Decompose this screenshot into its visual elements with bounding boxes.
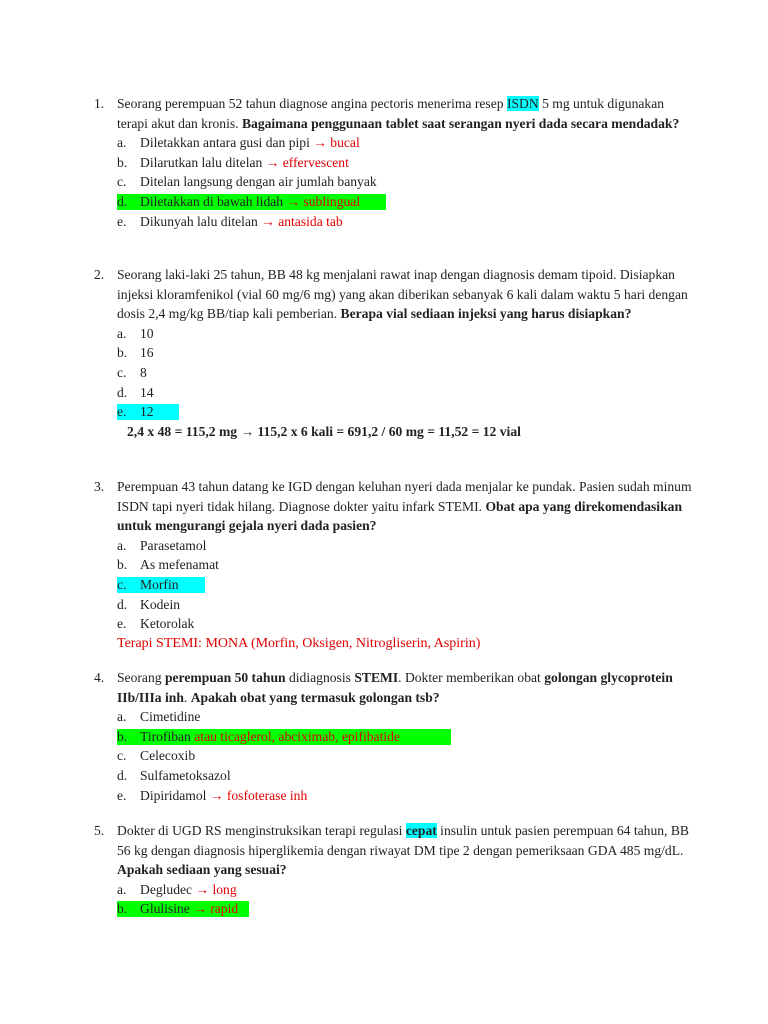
option-letter: d. [117, 767, 128, 783]
option-body [140, 786, 307, 806]
option-body [140, 153, 349, 173]
option-note: effervescent [282, 154, 349, 170]
calculation-part: 115,2 x 6 kali = 691,2 / 60 mg = 11,52 = 12 vial [254, 423, 521, 439]
option-d [117, 595, 694, 615]
options-list [117, 536, 694, 634]
option-text: Parasetamol [140, 537, 207, 553]
option-b [117, 153, 694, 173]
option-c [117, 746, 694, 766]
question-text [117, 668, 694, 707]
question-text-part: insulin untuk pasien perempuan 64 tahun, BB 56 kg dengan diagnosis hiperglikemia dengan riwayat DM tipe 2 dengan pemeriksaan GDA 485 mg/dL. [117, 823, 689, 858]
question-5 [94, 821, 694, 919]
option-body [140, 192, 360, 212]
option-letter: d. [117, 193, 128, 209]
option-letter: a. [117, 135, 127, 151]
option-letter: c. [117, 174, 127, 190]
question-text-part: Seorang [117, 670, 165, 685]
arrow-right-icon: → [313, 135, 327, 151]
option-note: bucal [330, 135, 360, 151]
option-letter: a. [117, 537, 127, 553]
option-text: Diletakkan di bawah lidah [140, 193, 287, 209]
question-text-part: Seorang perempuan 52 tahun diagnose angina pectoris menerima resep [117, 96, 507, 111]
question-prompt: Berapa vial sediaan injeksi yang harus disiapkan? [340, 306, 632, 322]
option-e [117, 786, 694, 806]
question-4 [94, 668, 694, 805]
question-number: 5. [94, 823, 105, 838]
option-text: Ketorolak [140, 616, 195, 632]
calculation [127, 422, 694, 442]
question-text [117, 265, 694, 324]
option-text: 12 [140, 404, 154, 420]
calculation-part: 2,4 x 48 = 115,2 mg [127, 423, 241, 439]
option-note: long [212, 881, 237, 897]
option-text: Dipiridamol [140, 787, 210, 803]
option-e-correct [117, 402, 694, 422]
arrow-right-icon: → [261, 213, 275, 229]
arrow-right-icon: → [195, 881, 210, 897]
highlighted-term: cepat [405, 823, 437, 838]
arrow-right-icon: → [193, 901, 207, 917]
question-text-part: . [183, 689, 191, 705]
option-letter: c. [117, 748, 127, 764]
option-letter: e. [117, 404, 127, 420]
arrow-right-icon: → [265, 154, 280, 170]
option-note: sublingual [303, 193, 361, 209]
question-text-part: didiagnosis [285, 670, 355, 685]
option-c [117, 172, 694, 192]
options-list [117, 880, 694, 919]
option-note: rapid [210, 901, 239, 917]
option-letter: c. [117, 364, 127, 380]
option-text: 16 [140, 345, 154, 361]
option-body [140, 133, 360, 153]
option-body [140, 212, 343, 232]
option-text: Ditelan langsung dengan air jumlah banyak [140, 174, 377, 190]
option-letter: d. [117, 596, 128, 612]
option-text: Dikunyah lalu ditelan [140, 213, 262, 229]
option-letter: b. [117, 728, 128, 744]
option-b [117, 343, 694, 363]
option-d [117, 766, 694, 786]
question-number: 2. [94, 267, 105, 282]
option-text: 14 [140, 384, 154, 400]
option-a [117, 707, 694, 727]
option-text: Tirofiban [140, 728, 195, 744]
question-number: 1. [94, 96, 105, 111]
option-letter: e. [117, 213, 127, 229]
question-1 [94, 94, 694, 231]
option-d [117, 383, 694, 403]
question-text-part: Perempuan 43 tahun datang ke IGD dengan keluhan nyeri dada menjalar ke pundak. Pasien sudah minum ISDN tapi nyeri tidak hilang. Diagnose dokter yaitu infark STEMI. [117, 479, 692, 514]
option-letter: b. [117, 901, 128, 917]
answer-note: Terapi STEMI: MONA (Morfin, Oksigen, Nitrogliserin, Aspirin) [117, 635, 481, 651]
option-note: antasida tab [278, 213, 343, 229]
option-letter: e. [117, 616, 127, 632]
question-2 [94, 265, 694, 441]
option-e [117, 212, 694, 232]
option-body [140, 727, 400, 747]
option-letter: d. [117, 384, 128, 400]
question-text [117, 821, 694, 880]
option-letter: b. [117, 154, 128, 170]
question-text-bold: perempuan 50 tahun [164, 670, 286, 685]
option-text: 8 [140, 364, 147, 380]
option-text: Cimetidine [140, 709, 201, 725]
question-prompt: Apakah sediaan yang sesuai? [117, 862, 287, 878]
option-letter: a. [117, 709, 127, 725]
option-text: Kodein [140, 596, 181, 612]
question-prompt: Bagaimana penggunaan tablet saat serangan nyeri dada secara mendadak? [241, 115, 680, 131]
question-text [117, 477, 694, 536]
question-number: 4. [94, 670, 105, 685]
option-text: Dilarutkan lalu ditelan [140, 154, 266, 170]
option-text: Diletakkan antara gusi dan pipi [140, 135, 314, 151]
question-text [117, 94, 694, 133]
options-list [117, 133, 694, 231]
option-text: As mefenamat [140, 557, 219, 573]
options-list [117, 324, 694, 422]
option-a [117, 133, 694, 153]
option-letter: c. [117, 576, 127, 592]
option-text: Degludec [140, 881, 196, 897]
option-text: Glulisine [140, 901, 194, 917]
option-text: Celecoxib [140, 748, 196, 764]
option-letter: b. [117, 345, 128, 361]
option-text: Sulfametoksazol [140, 767, 231, 783]
arrow-right-icon: → [240, 423, 255, 439]
question-text-part: Seorang laki-laki 25 tahun, BB 48 kg menjalani rawat inap dengan diagnosis demam tipoid. Disiapkan injeksi kloramfenikol (vial 60 mg/6 mg) yang akan diberikan sebanyak 6 kali dalam waktu 5 hari dengan dosis 2,4 mg/kg BB/tiap kali pemberian. [117, 267, 688, 322]
option-b [117, 555, 694, 575]
option-text: Morfin [140, 576, 179, 592]
option-letter: a. [117, 325, 127, 341]
option-e [117, 614, 694, 634]
option-body [140, 899, 238, 919]
option-b-correct [117, 727, 694, 747]
option-note: fosfoterase inh [226, 787, 308, 803]
option-a [117, 880, 694, 900]
option-letter: a. [117, 881, 127, 897]
option-b-correct [117, 899, 694, 919]
arrow-right-icon: → [209, 787, 224, 803]
question-3 [94, 477, 694, 653]
option-d-correct [117, 192, 694, 212]
option-body [140, 172, 377, 192]
question-text-part: 5 mg untuk digunakan terapi akut dan kronis. [117, 96, 665, 131]
question-text-bold: STEMI [354, 670, 399, 685]
highlighted-term: ISDN [506, 96, 539, 111]
question-prompt: Obat apa yang direkomendasikan untuk mengurangi gejala nyeri dada pasien? [117, 498, 683, 534]
question-prompt: Apakah obat yang termasuk golongan tsb? [190, 689, 440, 705]
question-text-part: . Dokter memberikan obat [398, 670, 545, 685]
option-letter: e. [117, 787, 127, 803]
option-a [117, 536, 694, 556]
options-list [117, 707, 694, 805]
question-text-part: Dokter di UGD RS menginstruksikan terapi regulasi [117, 823, 406, 838]
option-text: 10 [140, 325, 154, 341]
option-c-correct [117, 575, 694, 595]
option-c [117, 363, 694, 383]
option-a [117, 324, 694, 344]
arrow-right-icon: → [286, 193, 301, 209]
option-letter: b. [117, 557, 128, 573]
option-body [140, 880, 237, 900]
question-text-bold: golongan glycoprotein IIb/IIIa inh [117, 670, 673, 705]
question-number: 3. [94, 479, 105, 494]
option-note: atau ticaglerol, abciximab, epifibatide [194, 728, 400, 744]
